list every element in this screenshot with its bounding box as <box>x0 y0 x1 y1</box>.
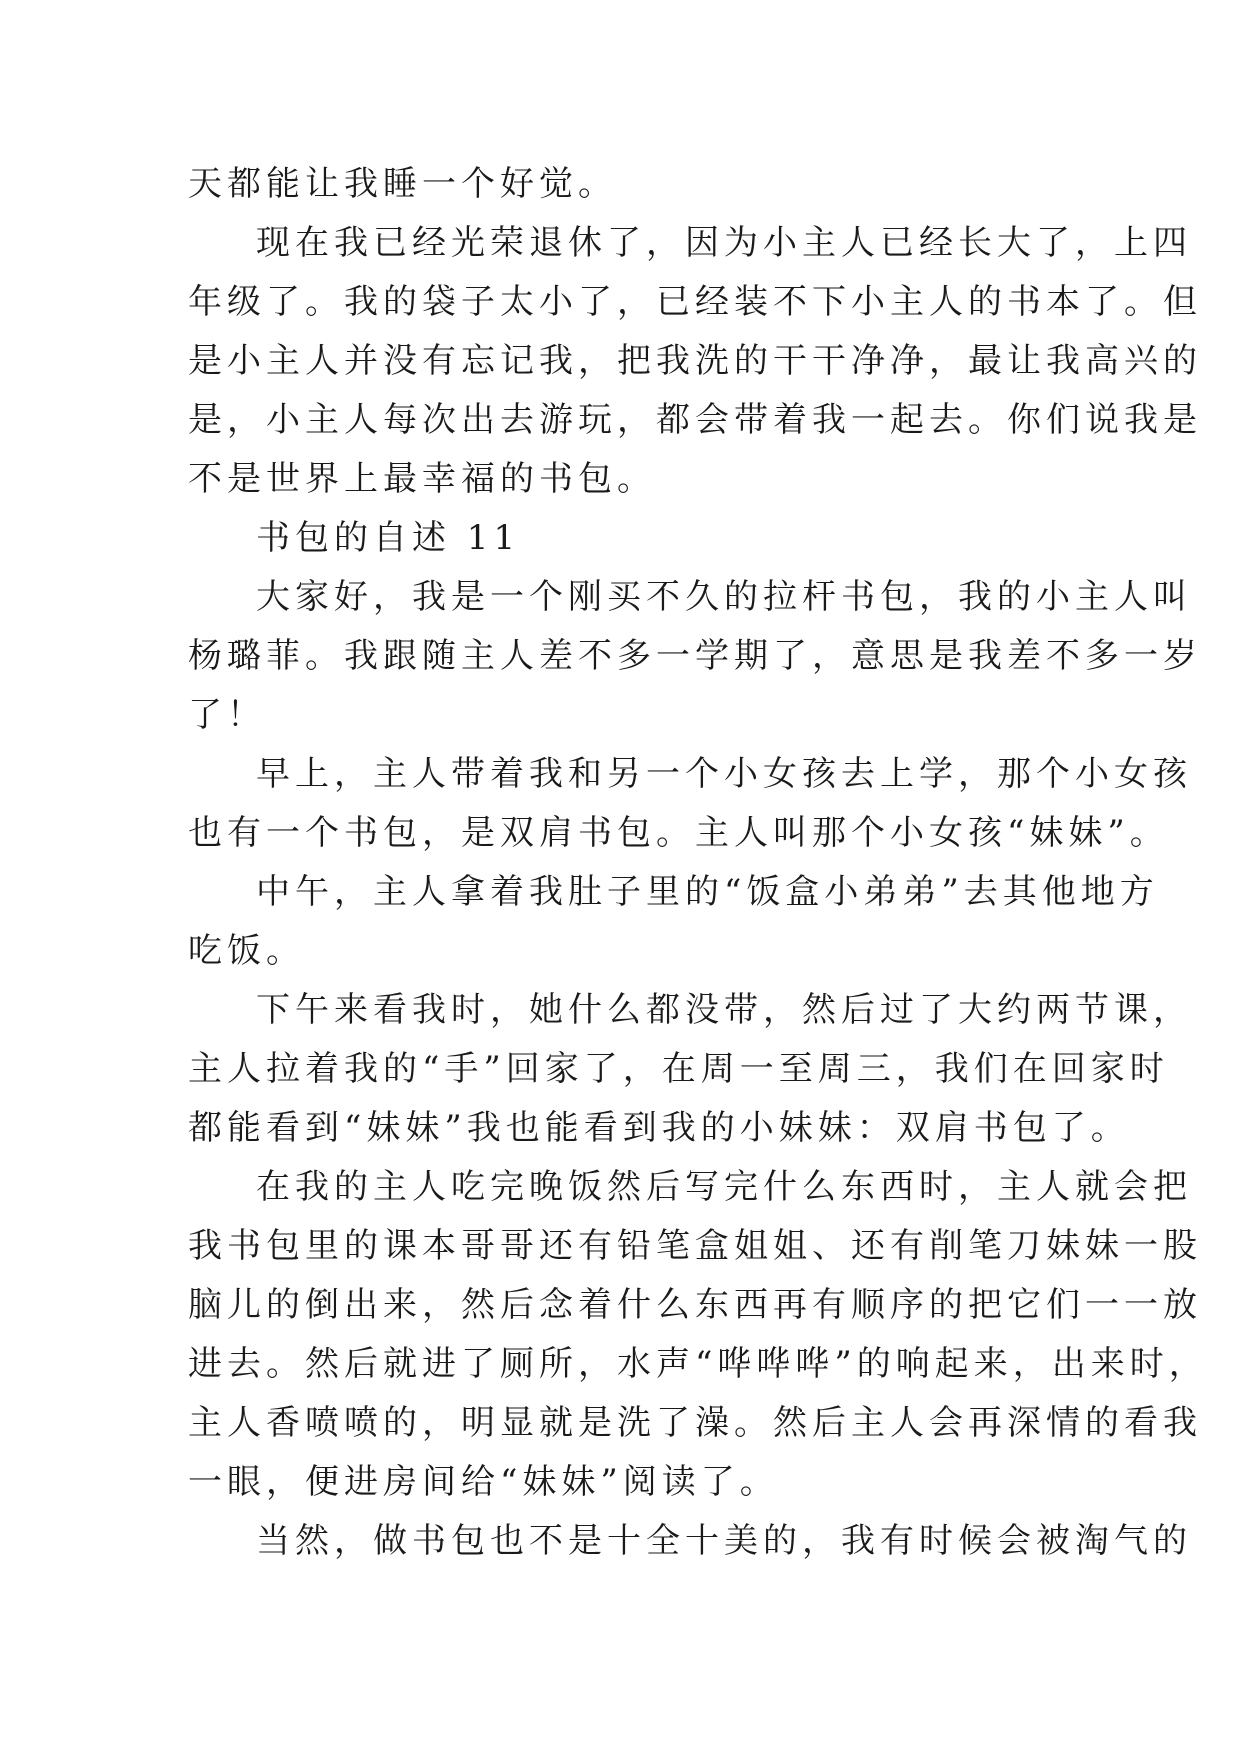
document-body <box>188 155 1208 1571</box>
text-line: 是，小主人每次出去游玩，都会带着我一起去。你们说我是 <box>188 400 1202 440</box>
text-line: 是小主人并没有忘记我，把我洗的干干净净，最让我高兴的 <box>188 341 1202 381</box>
text-line: 当然，做书包也不是十全十美的，我有时候会被淘气的 <box>256 1521 1192 1561</box>
section-heading: 书包的自述 11 <box>256 518 521 558</box>
text-line: 了！ <box>188 695 266 735</box>
text-line: 杨璐菲。我跟随主人差不多一学期了，意思是我差不多一岁 <box>188 636 1202 676</box>
text-line: 在我的主人吃完晚饭然后写完什么东西时，主人就会把 <box>256 1167 1192 1207</box>
text-line: 现在我已经光荣退休了，因为小主人已经长大了，上四 <box>256 223 1192 263</box>
text-line: 吃饭。 <box>188 931 305 971</box>
text-line: 早上，主人带着我和另一个小女孩去上学，那个小女孩 <box>256 754 1192 794</box>
text-line: 主人拉着我的“手”回家了，在周一至周三，我们在回家时 <box>188 1049 1169 1089</box>
text-line: 中午，主人拿着我肚子里的“饭盒小弟弟”去其他地方 <box>256 872 1159 912</box>
text-line: 一眼，便进房间给“妹妹”阅读了。 <box>188 1462 779 1502</box>
text-line: 主人香喷喷的，明显就是洗了澡。然后主人会再深情的看我 <box>188 1403 1202 1443</box>
text-line: 进去。然后就进了厕所，水声“哗哗哗”的响起来，出来时， <box>188 1344 1208 1384</box>
text-line: 也有一个书包，是双肩书包。主人叫那个小女孩“妹妹”。 <box>188 813 1169 853</box>
text-line: 大家好，我是一个刚买不久的拉杆书包，我的小主人叫 <box>256 577 1192 617</box>
text-line: 我书包里的课本哥哥还有铅笔盒姐姐、还有削笔刀妹妹一股 <box>188 1226 1202 1266</box>
text-line: 下午来看我时，她什么都没带，然后过了大约两节课， <box>256 990 1192 1030</box>
text-line: 脑儿的倒出来，然后念着什么东西再有顺序的把它们一一放 <box>188 1285 1202 1325</box>
text-line: 不是世界上最幸福的书包。 <box>188 459 656 499</box>
text-line: 都能看到“妹妹”我也能看到我的小妹妹：双肩书包了。 <box>188 1108 1130 1148</box>
text-line: 天都能让我睡一个好觉。 <box>188 164 617 204</box>
text-line: 年级了。我的袋子太小了，已经装不下小主人的书本了。但 <box>188 282 1202 322</box>
